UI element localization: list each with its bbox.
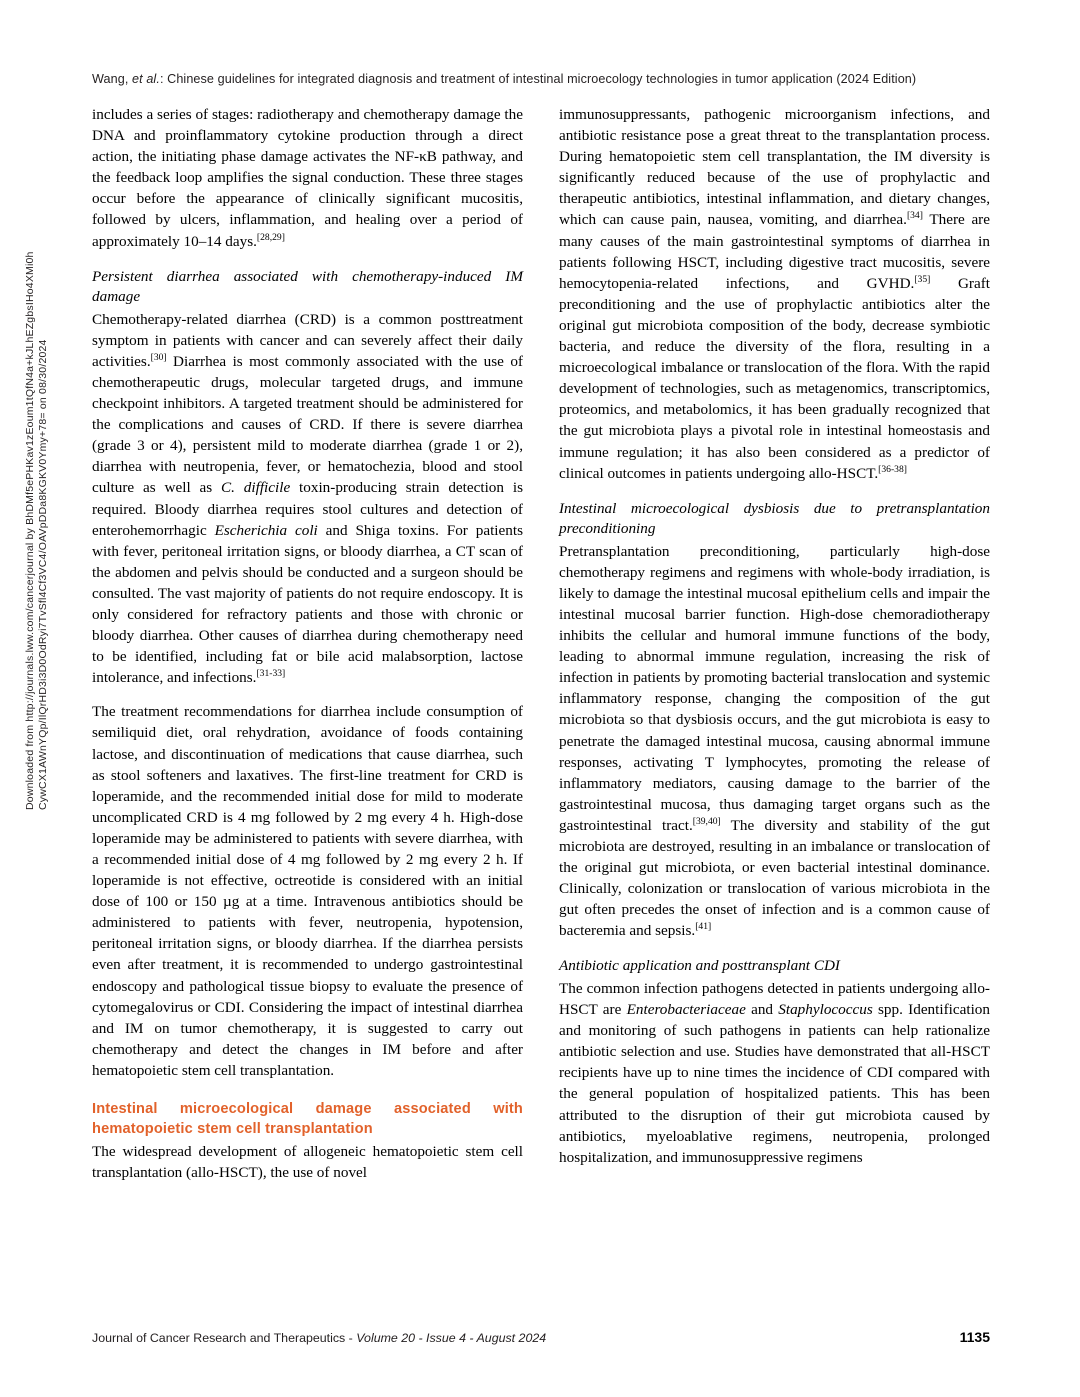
journal-name: Journal of Cancer Research and Therapeutics - bbox=[92, 1331, 357, 1345]
subsection-heading: Antibiotic application and posttransplant CDI bbox=[559, 957, 840, 975]
subsection-heading: Intestinal microecological dysbiosis due to pretransplantation preconditioning bbox=[559, 499, 990, 538]
paragraph: immunosuppressants, pathogenic microorganism infections, and antibiotic resistance pose a great threat to the transplantation process. During hematopoietic stem cell transplantation, the IM diversity is significantly reduced because of the use of prophylactic and therapeutic antibiotics, intestinal inflammation, and dietary changes, which can cause pain, nausea, vomiting, and diarrhea.[34] There are many causes of the main gastrointestinal symptoms of diarrhea in patients following HSCT, including digestive tract mucositis, severe hemocytopenia-related infections, and GVHD.[35] Graft preconditioning and the use of prophylactic antibiotics alter the original gut microbiota composition of the body, decrease symbiotic bacteria, and reduce the diversity of the flora, resulting in a microecological imbalance or translocation of the flora. With the rapid development of technologies, such as metagenomics, transcriptomics, proteomics, and metabolomics, it has been gradually recognized that the gut microbiota plays a pivotal role in intestinal homeostasis and immune regulation; it has also been considered as a predictor of clinical outcomes in patients undergoing allo-HSCT.[36-38] bbox=[559, 106, 991, 482]
paragraph: Chemotherapy-related diarrhea (CRD) is a common posttreatment symptom in patients with cancer and can severely affect their daily activities.[30] Diarrhea is most commonly associated with the use of chemotherapeutic drugs, molecular targeted drugs, and immune checkpoint inhibitors. A targeted treatment should be administered for the complications and causes of CRD. If there is severe diarrhea (grade 3 or 4), persistent mild to moderate diarrhea (grade 1 or 2), diarrhea with neutropenia, fever, or hematochezia, blood and stool culture as well as C. difficile toxin-producing strain detection is required. Bloody diarrhea requires stool cultures and detection of enterohemorrhagic Escherichia coli and Shiga toxins. For patients with fever, peritoneal irritation signs, or bloody diarrhea, a CT scan of the abdomen and pelvis should be conducted and a surgeon should be consulted. The vast majority of patients do not require endoscopy. It is only considered for refractory patients and those with chronic or bloody diarrhea. Other causes of diarrhea during chemotherapy need to be identified, including fat or bile acid malabsorption, lactose intolerance, and infections.[31-33] bbox=[92, 310, 523, 687]
subsection-heading: Persistent diarrhea associated with chemotherapy-induced IM damage bbox=[92, 267, 523, 306]
running-head-suffix: : Chinese guidelines for integrated diagnosis and treatment of intestinal microecology technologies in tumor application (2024 Edition) bbox=[159, 72, 917, 86]
running-head bbox=[92, 72, 992, 86]
paragraph: The treatment recommendations for diarrhea include consumption of semiliquid diet, oral rehydration, avoidance of foods containing lactose, and discontinuation of medications that cause diarrhea, such as stool softeners and laxatives. The first-line treatment for CRD is loperamide, and the recommended initial dose for mild to moderate uncomplicated CRD is 4 mg followed by 2 mg every 4 h. High-dose loperamide may be administered to patients with severe diarrhea, with a recommended initial dose of 4 mg followed by 2 mg every 2 h. If loperamide is not effective, octreotide is considered with an initial dose of 100 or 150 µg at a time. Intravenous antibiotics should be administered to patients with fever, neutropenia, hypotension, peritoneal irritation signs, or bloody diarrhea. If the diarrhea persists even after treatment, it is recommended to undergo gastrointestinal endoscopy and pathological tissue biopsy to evaluate the presence of cytomegalovirus or CDI. Considering the impact of intestinal diarrhea and IM on tumor chemotherapy, it is suggested to carry out chemotherapy and detect the changes in IM before and after hematopoietic stem cell transplantation. bbox=[92, 703, 523, 1079]
journal-issue: Volume 20 - Issue 4 - August 2024 bbox=[356, 1331, 547, 1345]
download-watermark: Downloaded from http://journals.lww.com/cancerjournal by BhDMf5ePHKav1zEoum1tQfN4a+kJLhEZgbsIHo4XMi0hCywCX1AWnYQp/IlQrHD3i3D0OdRyi7TvSfl4Cf3VC4/OAVpDDa8KGKV0Ymy+78= on 08/30/2024 bbox=[24, 251, 49, 810]
running-head-italic: et al. bbox=[132, 72, 160, 86]
section-heading: Intestinal microecological damage associated with hematopoietic stem cell transplantation bbox=[92, 1101, 523, 1138]
page-footer bbox=[92, 1329, 990, 1345]
paragraph: The common infection pathogens detected in patients undergoing allo-HSCT are Enterobacteriaceae and Staphylococcus spp. Identification and monitoring of such pathogens in patients can help rationalize antibiotic selection and use. Studies have demonstrated that all-HSCT recipients have up to nine times the incidence of CDI compared with the general population of hospitalized patients. This has been attributed to the disruption of their gut microbiota caused by antibiotics, myeloablative regimens, neutropenia, prolonged hospitalization, and immunosuppressive regimens bbox=[559, 979, 990, 1166]
page-number: 1135 bbox=[959, 1329, 990, 1345]
journal-citation bbox=[92, 1331, 546, 1345]
two-column-body bbox=[92, 104, 990, 1294]
paragraph: The widespread development of allogeneic hematopoietic stem cell transplantation (allo-HSCT), the use of novel bbox=[92, 1143, 523, 1182]
running-head-prefix: Wang, bbox=[92, 72, 133, 86]
right-column bbox=[559, 104, 990, 1294]
paragraph: Pretransplantation preconditioning, particularly high-dose chemotherapy regimens and regimens with whole-body irradiation, is likely to damage the intestinal mucosal epithelium cells and impair the intestinal mucosal barrier function. High-dose chemoradiotherapy inhibits the cellular and humoral immune functions of the body, leading to abnormal immune regulation, increasing the risk of infection in patients by promoting bacterial translocation and systemic inflammatory response, changing the composition of the gut microbiota so that dysbiosis occurs, and the gut microbiota is easy to penetrate the damaged intestinal mucosa, causing abnormal immune responses, activating T lymphocytes, promoting the release of inflammatory mediators, causing damage to the barrier of the gastrointestinal mucosa, thus damaging target organs such as the gastrointestinal tract.[39,40] The diversity and stability of the gut microbiota are destroyed, resulting in an imbalance or translocation of the original gut microbiota, or even bacterial intestinal dominance. Clinically, colonization or translocation of various microbiota in the gut often precedes the onset of infection and is a common cause of bacteremia and sepsis.[41] bbox=[559, 542, 990, 940]
left-column bbox=[92, 104, 523, 1294]
paragraph: includes a series of stages: radiotherapy and chemotherapy damage the DNA and proinflammatory cytokine production through a direct action, the initiating phase damage activates the NF-κB pathway, and the feedback loop amplifies the signal conduction. These three stages occur before the appearance of clinically significant mucositis, followed by ulcers, inflammation, and healing over a period of approximately 10–14 days.[28,29] bbox=[92, 106, 523, 250]
